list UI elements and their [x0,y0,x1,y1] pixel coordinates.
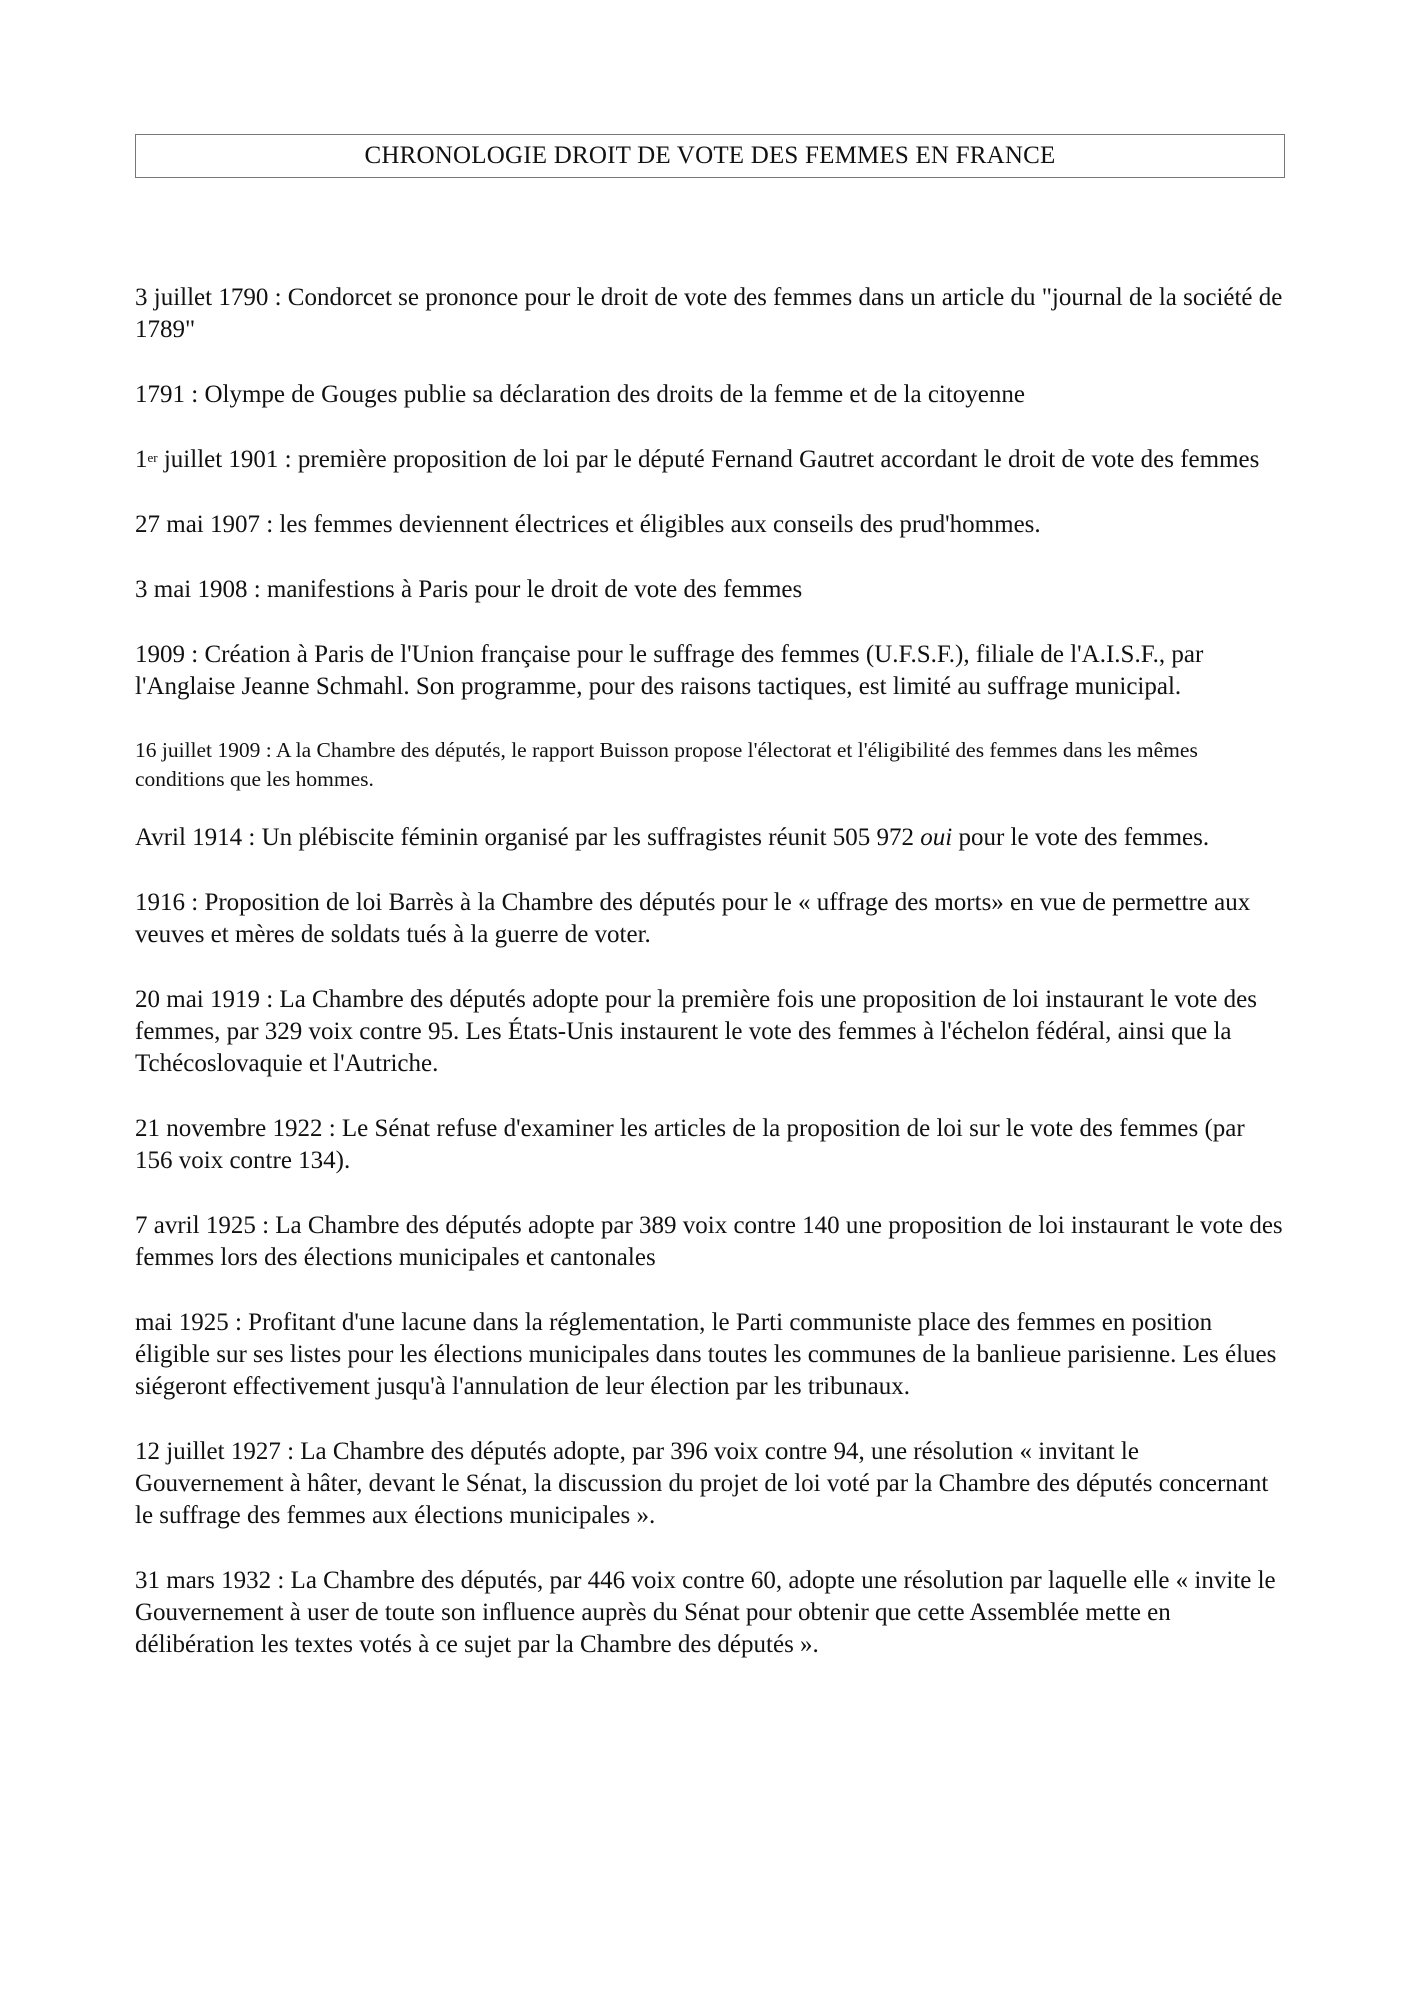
entry-text: Avril 1914 : Un plébiscite féminin organisé par les suffragistes réunit 505 972 [135,824,921,851]
chronology-entry: 20 mai 1919 : La Chambre des députés adopte pour la première fois une proposition de loi instaurant le vote des femmes, par 329 voix contre 95. Les États-Unis instaurent le vote des femmes à l'échelon fédéral, ainsi que la Tchécoslovaquie et l'Autriche. [135,986,1257,1077]
entry-day: 1 [135,446,148,473]
document-title-text: CHRONOLOGIE DROIT DE VOTE DES FEMMES EN FRANCE [364,142,1056,169]
chronology-entry: 3 mai 1908 : manifestions à Paris pour le droit de vote des femmes [135,576,803,603]
chronology-entry: 27 mai 1907 : les femmes deviennent électrices et éligibles aux conseils des prud'hommes. [135,511,1041,538]
chronology-entry: 12 juillet 1927 : La Chambre des députés adopte, par 396 voix contre 94, une résolution « invitant le Gouvernement à hâter, devant le Sénat, la discussion du projet de loi voté par la Chambre des députés concernant le suffrage des femmes aux élections municipales ». [135,1438,1269,1529]
entry-italic-text: oui [920,824,953,851]
chronology-entry: 21 novembre 1922 : Le Sénat refuse d'examiner les articles de la proposition de loi sur le vote des femmes (par 156 voix contre 134). [135,1115,1245,1174]
entry-ordinal-suffix: er [147,450,158,465]
chronology-entry: 1909 : Création à Paris de l'Union française pour le suffrage des femmes (U.F.S.F.), filiale de l'A.I.S.F., par l'Anglaise Jeanne Schmahl. Son programme, pour des raisons tactiques, est limité au suffrage municipal. [135,641,1204,700]
chronology-list [135,282,1285,1694]
chronology-entry [135,444,1285,476]
document-title [135,134,1285,178]
chronology-entry [135,822,1285,854]
chronology-entry: 1791 : Olympe de Gouges publie sa déclaration des droits de la femme et de la citoyenne [135,381,1026,408]
chronology-entry: 1916 : Proposition de loi Barrès à la Chambre des députés pour le « uffrage des morts» en vue de permettre aux veuves et mères de soldats tués à la guerre de voter. [135,889,1251,948]
chronology-entry: 3 juillet 1790 : Condorcet se prononce pour le droit de vote des femmes dans un article du "journal de la société de 1789" [135,284,1283,343]
entry-text: pour le vote des femmes. [952,824,1210,851]
chronology-entry: 16 juillet 1909 : A la Chambre des députés, le rapport Buisson propose l'électorat et l'éligibilité des femmes dans les mêmes conditions que les hommes. [135,738,1198,791]
chronology-entry: mai 1925 : Profitant d'une lacune dans la réglementation, le Parti communiste place des femmes en position éligible sur ses listes pour les élections municipales dans toutes les communes de la banlieue parisienne. Les élues siégeront effectivement jusqu'à l'annulation de leur élection par les tribunaux. [135,1309,1277,1400]
entry-text: juillet 1901 : première proposition de loi par le député Fernand Gautret accordant le droit de vote des femmes [157,446,1260,473]
chronology-entry: 7 avril 1925 : La Chambre des députés adopte par 389 voix contre 140 une proposition de loi instaurant le vote des femmes lors des élections municipales et cantonales [135,1212,1283,1271]
chronology-entry: 31 mars 1932 : La Chambre des députés, par 446 voix contre 60, adopte une résolution par laquelle elle « invite le Gouvernement à user de toute son influence auprès du Sénat pour obtenir que cette Assemblée mette en délibération les textes votés à ce sujet par la Chambre des députés ». [135,1567,1276,1658]
